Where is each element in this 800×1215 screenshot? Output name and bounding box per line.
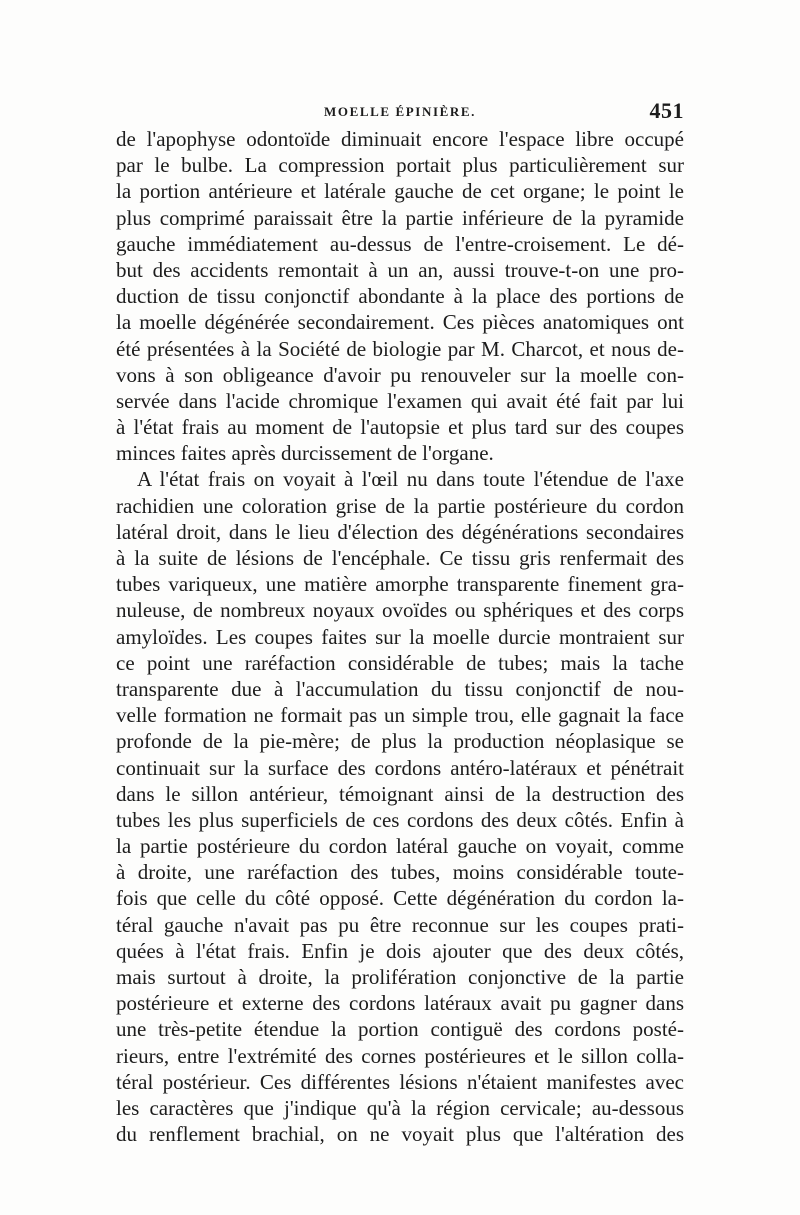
text-line: transparente due à l'accumulation du tissu conjonctif de nou- xyxy=(116,676,684,701)
text-line: nuleuse, de nombreux noyaux ovoïdes ou sphériques et des corps xyxy=(116,598,684,623)
text-line: téral gauche n'avait pas pu être reconnue sur les coupes prati- xyxy=(116,912,684,937)
text-line: dans le sillon antérieur, témoignant ainsi de la destruction des xyxy=(116,781,684,806)
text-line: postérieure et externe des cordons latéraux avait pu gagner dans xyxy=(116,991,684,1016)
text-line: quées à l'état frais. Enfin je dois ajouter que des deux côtés, xyxy=(116,938,684,963)
page-number: 451 xyxy=(649,98,684,123)
text-line: de l'apophyse odontoïde diminuait encore l'espace libre occupé xyxy=(116,127,684,151)
text-line: fois que celle du côté opposé. Cette dégénération du cordon la- xyxy=(116,886,684,911)
text-line: amyloïdes. Les coupes faites sur la moelle durcie montraient sur xyxy=(116,624,684,649)
page-header xyxy=(116,98,684,124)
text-line: rieurs, entre l'extrémité des cornes postérieures et le sillon colla- xyxy=(116,1043,684,1068)
text-line: rachidien une coloration grise de la partie postérieure du cordon xyxy=(116,493,684,518)
text-line: la moelle dégénérée secondairement. Ces pièces anatomiques ont xyxy=(116,310,684,335)
text-line: mais surtout à droite, la prolifération conjonctive de la partie xyxy=(116,965,684,989)
text-line: à la suite de lésions de l'encéphale. Ce tissu gris renfermait des xyxy=(116,546,684,570)
text-line: été présentées à la Société de biologie par M. Charcot, et nous de- xyxy=(116,336,684,361)
text-line: à droite, une raréfaction des tubes, moins considérable toute- xyxy=(116,860,684,885)
text-line: minces faites après durcissement de l'organe. xyxy=(116,441,494,466)
body-text xyxy=(116,126,684,1147)
paragraph-1 xyxy=(116,126,684,466)
text-line: une très-petite étendue la portion contiguë des cordons posté- xyxy=(116,1017,684,1042)
text-line: la partie postérieure du cordon latéral gauche on voyait, comme xyxy=(116,834,684,859)
text-line: les caractères que j'indique qu'à la région cervicale; au-dessous xyxy=(116,1095,684,1120)
text-line: A l'état frais on voyait à l'œil nu dans toute l'étendue de l'axe xyxy=(137,467,684,492)
text-line: profonde de la pie-mère; de plus la production néoplasique se xyxy=(116,729,684,754)
text-line: continuait sur la surface des cordons antéro-latéraux et pénétrait xyxy=(116,755,684,780)
running-title: MOELLE ÉPINIÈRE. xyxy=(323,104,476,119)
text-line: téral postérieur. Ces différentes lésions n'étaient manifestes avec xyxy=(116,1069,684,1094)
text-line: duction de tissu conjonctif abondante à la place des portions de xyxy=(116,284,684,309)
text-line: vons à son obligeance d'avoir pu renouveler sur la moelle con- xyxy=(116,362,684,387)
text-line: ce point une raréfaction considérable de tubes; mais la tache xyxy=(116,650,684,675)
paragraph-2 xyxy=(116,466,684,1147)
text-line: velle formation ne formait pas un simple trou, elle gagnait la face xyxy=(116,703,684,728)
text-line: du renflement brachial, on ne voyait plus que l'altération des xyxy=(116,1122,684,1147)
text-line: la portion antérieure et latérale gauche de cet organe; le point le xyxy=(116,179,684,204)
text-line: but des accidents remontait à un an, aussi trouve-t-on une pro- xyxy=(116,257,684,282)
text-line: tubes les plus superficiels de ces cordons des deux côtés. Enfin à xyxy=(116,807,684,832)
text-line: plus comprimé paraissait être la partie inférieure de la pyramide xyxy=(116,205,684,230)
text-line: servée dans l'acide chromique l'examen qui avait été fait par lui xyxy=(116,388,684,413)
text-line: tubes variqueux, une matière amorphe transparente finement gra- xyxy=(116,572,684,597)
text-line: gauche immédiatement au-dessus de l'entre-croisement. Le dé- xyxy=(116,231,684,256)
text-line: latéral droit, dans le lieu d'élection des dégénérations secondaires xyxy=(116,519,684,544)
text-line: par le bulbe. La compression portait plus particulièrement sur xyxy=(116,153,684,178)
text-line: à l'état frais au moment de l'autopsie et plus tard sur des coupes xyxy=(116,415,684,440)
